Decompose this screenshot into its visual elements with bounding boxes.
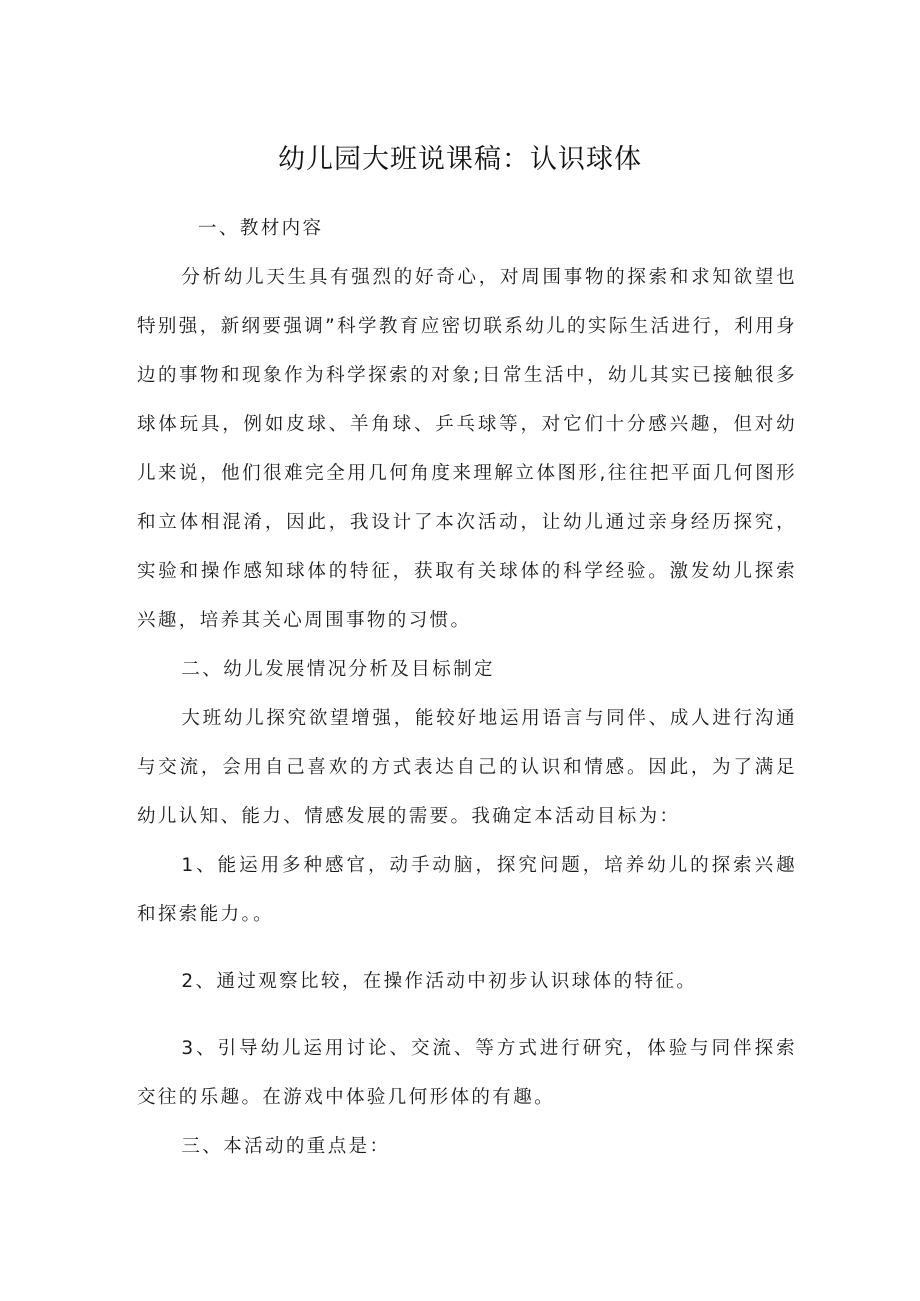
goal-item-2: 2、通过观察比较，在操作活动中初步认识球体的特征。	[181, 971, 698, 992]
section-heading-analysis-goals: 二、幼儿发展情况分析及目标制定	[181, 659, 495, 680]
document-body	[137, 204, 797, 1171]
section-heading-key-points: 三、本活动的重点是：	[181, 1136, 391, 1157]
paragraph-materials: 分析幼儿天生具有强烈的好奇心，对周围事物的探索和求知欲望也特别强，新纲要强调”科学教育应密切联系幼儿的实际生活进行，利用身边的事物和现象作为科学探索的对象;日常生活中，幼儿其实已接触很多球体玩具，例如皮球、羊角球、乒乓球等，对它们十分感兴趣，但对幼儿来说，他们很难完全用几何角度来理解立体图形,往往把平面几何图形和立体相混淆，因此，我设计了本次活动，让幼儿通过亲身经历探究，实验和操作感知球体的特征，获取有关球体的科学经验。激发幼儿探索兴趣，培养其关心周围事物的习惯。	[137, 267, 797, 631]
document-title: 幼儿园大班说课稿：认识球体	[278, 144, 642, 175]
goal-item-1: 1、能运用多种感官，动手动脑，探究问题，培养幼儿的探索兴趣和探索能力。。	[137, 855, 797, 925]
goal-item-3: 3、引导幼儿运用讨论、交流、等方式进行研究，体验与同伴探索交往的乐趣。在游戏中体验几何形体的有趣。	[137, 1038, 797, 1108]
paragraph-analysis: 大班幼儿探究欲望增强，能较好地运用语言与同伴、成人进行沟通与交流，会用自己喜欢的方式表达自己的认识和情感。因此，为了满足幼儿认知、能力、情感发展的需要。我确定本活动目标为：	[137, 708, 797, 827]
section-heading-materials: 一、教材内容	[198, 218, 324, 239]
spacer	[137, 1006, 797, 1024]
spacer	[137, 939, 797, 957]
